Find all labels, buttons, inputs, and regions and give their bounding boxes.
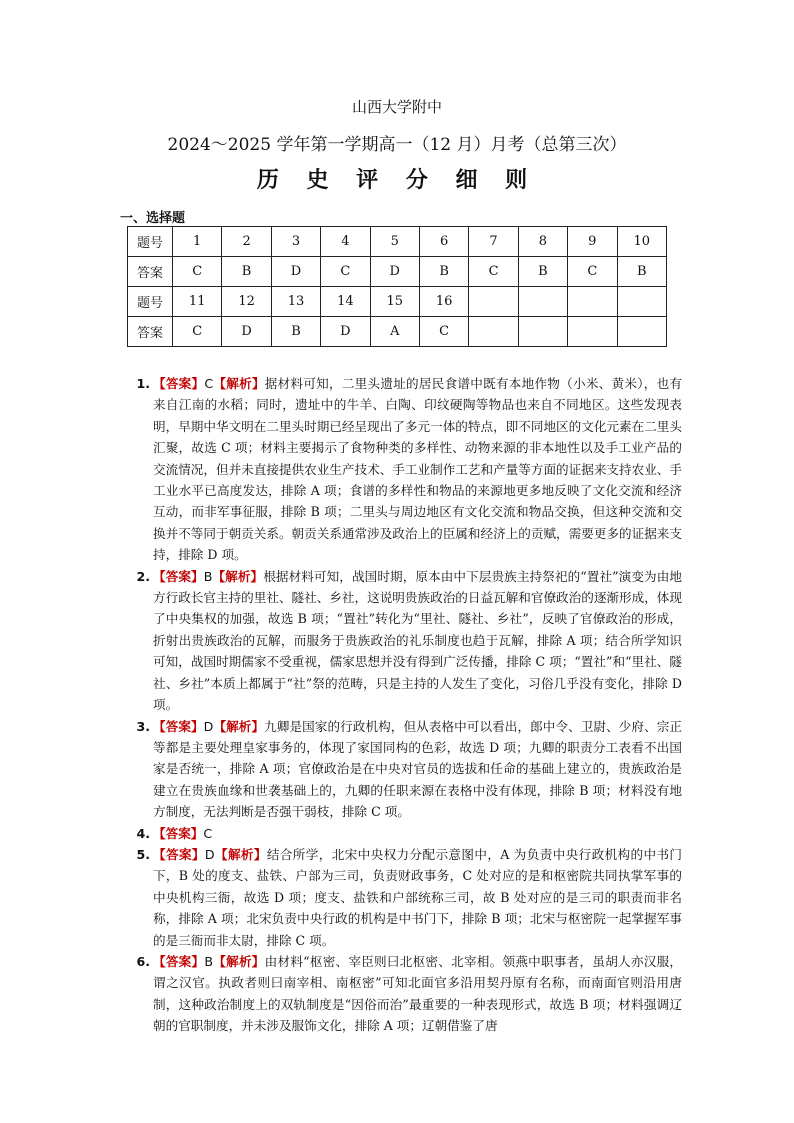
analysis-text: 据材料可知，二里头遗址的居民食谱中既有本地作物（小米、黄米），也有来自江南的水稻；同时，遗址中的牛羊、白陶、印纹硬陶等物品也来自不同地区。这些发现表明，早期中华文明在二里头时期已经呈现出了多元一体的特点，即不同地区的文化元素在二里头汇聚，故选 C 项；材料主要揭示了食物种类的多样性、动物来源的非本地性以及手工业产品的交流情况，但并未直接提供农业生产技术、手工业制作工艺和产量等方面的证据来支持农业、手工业水平已高度发达，排除 A 项；食谱的多样性和物品的来源地更多地反映了文化交流和经济互动，而非军事征服，排除 B 项；二里头与周边地区有文化交流和物品交换，但这种交流和交换并不等同于朝贡关系。朝贡关系通常涉及政治上的臣属和经济上的贡赋，需要更多的证据来支持，排除 D 项。 xyxy=(153,376,682,563)
item-number: 6. xyxy=(136,953,150,969)
table-cell: B xyxy=(271,317,320,347)
table-cell: B xyxy=(419,257,468,287)
answer-letter: C xyxy=(203,825,213,841)
subject-title: 历 史 评 分 细 则 xyxy=(256,168,538,193)
answer-table xyxy=(127,226,667,347)
item-number: 1. xyxy=(136,376,150,391)
answer-letter: D xyxy=(203,718,214,734)
item-number: 4. xyxy=(136,825,150,841)
table-cell: 11 xyxy=(173,287,222,317)
list-item xyxy=(130,844,682,951)
table-cell xyxy=(469,317,518,347)
analysis-text: 由材料“枢密、宰臣则曰北枢密、北宰相。领燕中职事者，虽胡人亦汉服，谓之汉官。执政者则曰南宰相、南枢密”可知北面官多沿用契丹原有名称，而南面官则沿用唐制，这种政治制度上的双轨制度是“因俗而治”最重要的一种表现形式，故选 B 项；材料强调辽朝的官职制度，并未涉及服饰文化，排除 A 项；辽朝借鉴了唐 xyxy=(153,953,682,1034)
table-cell xyxy=(617,317,666,347)
explanation-list xyxy=(130,373,682,1037)
analysis-label: 【解析】 xyxy=(212,568,264,584)
analysis-label: 【解析】 xyxy=(213,376,265,391)
answer-label: 【答案】 xyxy=(153,846,205,862)
analysis-text: 结合所学，北宋中央权力分配示意图中，A 为负责中央行政机构的中书门下，B 处的度支、盐铁、户部为三司，负责财政事务，C 处对应的是和枢密院共同执掌军事的中央机构三衙，故选 D 项；度支、盐铁和户部统称三司，故 B 处对应的是三司的职责而非名称，排除 A 项；北宋负责中央行政的机构是中书门下，排除 B 项；北宋与枢密院一起掌握军事的是三衙而非太尉，排除 C 项。 xyxy=(153,846,682,948)
table-cell xyxy=(469,287,518,317)
answer-label: 【答案】 xyxy=(153,376,205,391)
table-cell: 13 xyxy=(271,287,320,317)
table-cell xyxy=(617,287,666,317)
analysis-label: 【解析】 xyxy=(213,953,265,969)
table-cell xyxy=(518,317,567,347)
table-cell: 12 xyxy=(222,287,271,317)
table-cell: D xyxy=(370,257,419,287)
table-cell: D xyxy=(222,317,271,347)
item-text xyxy=(153,844,682,951)
table-cell xyxy=(568,317,617,347)
row-label-answer: 答案 xyxy=(128,317,173,347)
answer-letter: B xyxy=(204,953,214,969)
table-cell: 7 xyxy=(469,227,518,257)
analysis-text: 根据材料可知，战国时期，原本由中下层贵族主持祭祀的“置社”演变为由地方行政长官主持的里社、隧社、乡社，这说明贵族政治的日益瓦解和官僚政治的逐渐形成，体现了中央集权的加强，故选 B 项；“置社”转化为“里社、隧社、乡社”，反映了官僚政治的形成，折射出贵族政治的瓦解，而服务于贵族政治的礼乐制度也趋于瓦解，排除 A 项；结合所学知识可知，战国时期儒家不受重视，儒家思想并没有得到广泛传播，排除 C 项；“置社”和“里社、隧社、乡社”本质上都属于“社”祭的范畴，只是主持的人发生了变化，习俗几乎没有变化，排除 D 项。 xyxy=(153,568,682,713)
table-cell: D xyxy=(321,317,370,347)
table-cell: 15 xyxy=(370,287,419,317)
item-text xyxy=(153,951,682,1037)
table-row xyxy=(128,227,667,257)
table-cell: C xyxy=(321,257,370,287)
table-cell xyxy=(518,287,567,317)
table-cell: 5 xyxy=(370,227,419,257)
table-cell: B xyxy=(617,257,666,287)
answer-label: 【答案】 xyxy=(153,953,205,969)
table-cell xyxy=(568,287,617,317)
answer-label: 【答案】 xyxy=(153,568,204,584)
list-item xyxy=(130,951,682,1037)
item-text xyxy=(153,373,682,566)
analysis-text: 九卿是国家的行政机构，但从表格中可以看出，郎中令、卫尉、少府、宗正等都是主要处理皇家事务的，体现了家国同构的色彩，故选 D 项；九卿的职责分工表看不出国家是否统一，排除 A 项；官僚政治是在中央对官员的选拔和任命的基础上建立的，贵族政治是建立在贵族血缘和世袭基础上的，九卿的任职来源在表格中没有体现，排除 B 项；材料没有地方制度，无法判断是否强干弱枝，排除 C 项。 xyxy=(153,718,682,820)
answer-letter: B xyxy=(203,568,213,584)
analysis-label: 【解析】 xyxy=(213,718,265,734)
table-cell: 14 xyxy=(321,287,370,317)
table-cell: 1 xyxy=(173,227,222,257)
table-row xyxy=(128,317,667,347)
row-label-question: 题号 xyxy=(128,227,173,257)
answer-letter: D xyxy=(204,846,215,862)
list-item xyxy=(130,716,682,823)
table-cell: 16 xyxy=(419,287,468,317)
table-cell: 9 xyxy=(568,227,617,257)
table-row xyxy=(128,287,667,317)
row-label-question: 题号 xyxy=(128,287,173,317)
list-item xyxy=(130,566,682,716)
list-item xyxy=(130,373,682,566)
table-cell: C xyxy=(173,257,222,287)
list-item xyxy=(130,823,682,844)
item-text xyxy=(153,823,682,844)
table-cell: C xyxy=(568,257,617,287)
exam-title: 2024～2025 学年第一学期高一（12 月）月考（总第三次） xyxy=(167,135,627,155)
item-number: 2. xyxy=(136,568,150,584)
table-cell: C xyxy=(419,317,468,347)
table-cell: 6 xyxy=(419,227,468,257)
table-cell: 3 xyxy=(271,227,320,257)
analysis-label: 【解析】 xyxy=(214,846,267,862)
school-name: 山西大学附中 xyxy=(351,98,442,116)
answer-label: 【答案】 xyxy=(153,718,204,734)
item-number: 3. xyxy=(136,718,150,734)
table-cell: 2 xyxy=(222,227,271,257)
table-cell: B xyxy=(518,257,567,287)
table-cell: 4 xyxy=(321,227,370,257)
table-cell: 8 xyxy=(518,227,567,257)
table-row xyxy=(128,257,667,287)
item-number: 5. xyxy=(136,846,150,862)
row-label-answer: 答案 xyxy=(128,257,173,287)
answer-label: 【答案】 xyxy=(153,825,204,841)
item-text xyxy=(153,566,682,716)
table-cell: A xyxy=(370,317,419,347)
section-heading: 一、选择题 xyxy=(120,211,186,226)
item-text xyxy=(153,716,682,823)
table-cell: 10 xyxy=(617,227,666,257)
table-cell: C xyxy=(173,317,222,347)
answer-letter: C xyxy=(204,376,214,391)
table-cell: D xyxy=(271,257,320,287)
table-cell: B xyxy=(222,257,271,287)
table-cell: C xyxy=(469,257,518,287)
